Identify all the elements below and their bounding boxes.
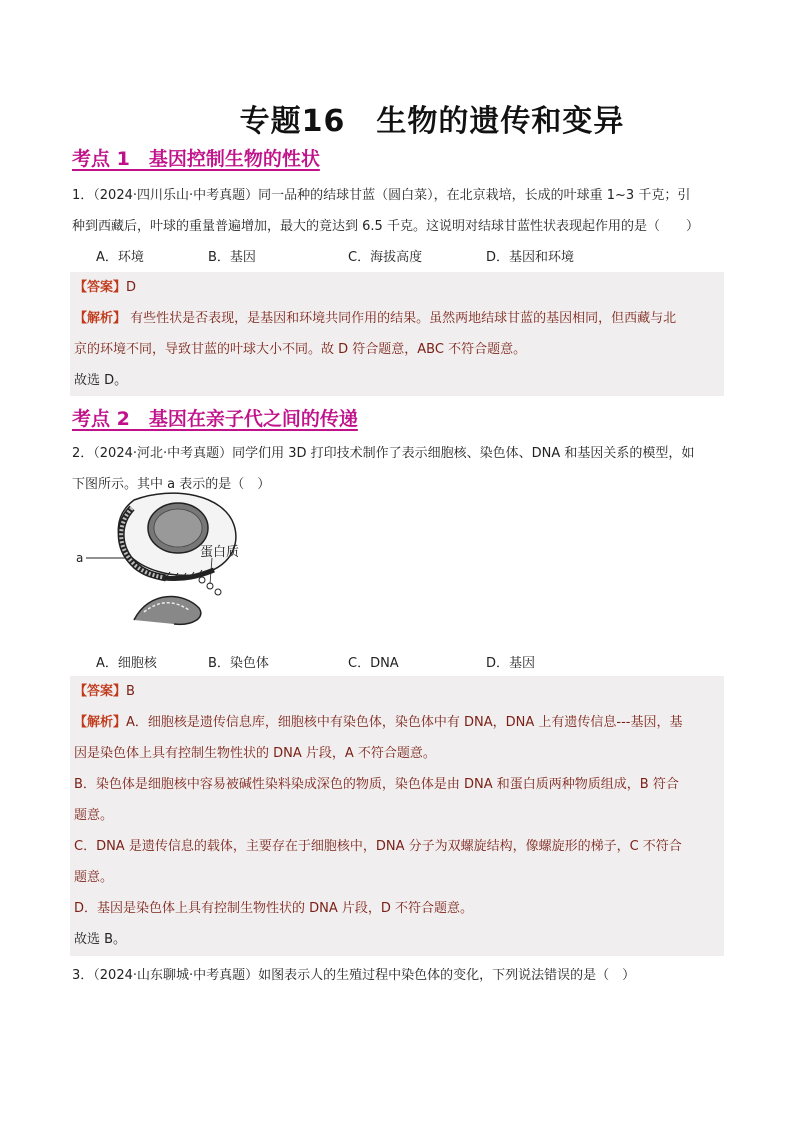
q2-analysis-text-a1: A．细胞核是遗传信息库，细胞核中有染色体，染色体中有 DNA，DNA 上有遗传信息---基因，基 [126, 715, 683, 730]
q2-option-c: C．DNA [348, 656, 399, 671]
q2-answer-label: 【答案】 [74, 684, 127, 699]
q1-option-a: A．环境 [96, 250, 144, 265]
question-1-line-1: 1．（2024·四川乐山·中考真题）同一品种的结球甘蓝（圆白菜），在北京栽培，长成的叶球重 1~3 千克；引 [72, 188, 691, 203]
q2-analysis-line-b1: B．染色体是细胞核中容易被碱性染料染成深色的物质，染色体是由 DNA 和蛋白质两种物质组成，B 符合 [74, 777, 679, 792]
q1-analysis-label: 【解析】 [74, 311, 127, 326]
q2-analysis-line-a2: 因是染色体上具有控制生物性状的 DNA 片段，A 不符合题意。 [74, 746, 436, 761]
label-protein: 蛋白质 [200, 545, 240, 560]
label-a: a [76, 551, 84, 565]
lower-helix-shape [134, 597, 201, 625]
question-3 [72, 960, 732, 991]
q2-answer-block [70, 676, 724, 956]
q1-answer-line [74, 272, 720, 303]
q1-analysis-text-1: 有些性状是否表现，是基因和环境共同作用的结果。虽然两地结球甘蓝的基因相同，但西藏与北 [126, 311, 677, 326]
page-title: 专题16 生物的遗传和变异 [239, 104, 625, 139]
q1-conclusion: 故选 D。 [74, 373, 128, 388]
section-heading-2: 考点 2 基因在亲子代之间的传递 [72, 408, 358, 430]
q1-option-c: C．海拔高度 [348, 250, 423, 265]
q2-answer-value: B [126, 684, 135, 699]
q2-option-d: D．基因 [486, 656, 536, 671]
q2-analysis-line-c1: C．DNA 是遗传信息的载体，主要存在于细胞核中，DNA 分子为双螺旋结构，像螺旋形的梯子，C 不符合 [74, 839, 682, 854]
question-1-line-2: 种到西藏后，叶球的重量普遍增加，最大的竟达到 6.5 千克。这说明对结球甘蓝性状表现起作用的是（ ） [72, 219, 699, 234]
protein-ball-1 [199, 577, 205, 583]
section-heading-1: 考点 1 基因控制生物的性状 [72, 148, 320, 170]
question-2-line-1: 2．（2024·河北·中考真题）同学们用 3D 打印技术制作了表示细胞核、染色体、DNA 和基因关系的模型，如 [72, 446, 695, 461]
q2-analysis-line-a1 [74, 707, 720, 738]
q2-answer-line [74, 676, 720, 707]
q2-analysis-line-d1: D．基因是染色体上具有控制生物性状的 DNA 片段，D 不符合题意。 [74, 901, 474, 916]
q1-option-d: D．基因和环境 [486, 250, 575, 265]
nucleus-inner-shape [154, 509, 202, 547]
protein-ball-3 [215, 589, 221, 595]
q1-answer-block [70, 272, 724, 396]
chromosome-model-figure [74, 480, 254, 630]
q2-conclusion: 故选 B。 [74, 932, 127, 947]
q2-option-b: B．染色体 [208, 656, 269, 671]
q1-option-b: B．基因 [208, 250, 256, 265]
q1-answer-value: D [126, 280, 137, 295]
q2-analysis-line-c2: 题意。 [74, 870, 114, 885]
question-1 [72, 180, 732, 242]
q1-analysis-line-2: 京的环境不同，导致甘蓝的叶球大小不同。故 D 符合题意，ABC 不符合题意。 [74, 342, 527, 357]
q2-analysis-line-b2: 题意。 [74, 808, 114, 823]
question-2-line-2: 下图所示。其中 a 表示的是（ ） [72, 477, 271, 492]
q2-option-a: A．细胞核 [96, 656, 157, 671]
q1-analysis-line-1 [74, 303, 720, 334]
q1-answer-label: 【答案】 [74, 280, 127, 295]
q2-analysis-label: 【解析】 [74, 715, 127, 730]
question-3-line-1: 3．（2024·山东聊城·中考真题）如图表示人的生殖过程中染色体的变化，下列说法错误的是（ ） [72, 968, 636, 983]
